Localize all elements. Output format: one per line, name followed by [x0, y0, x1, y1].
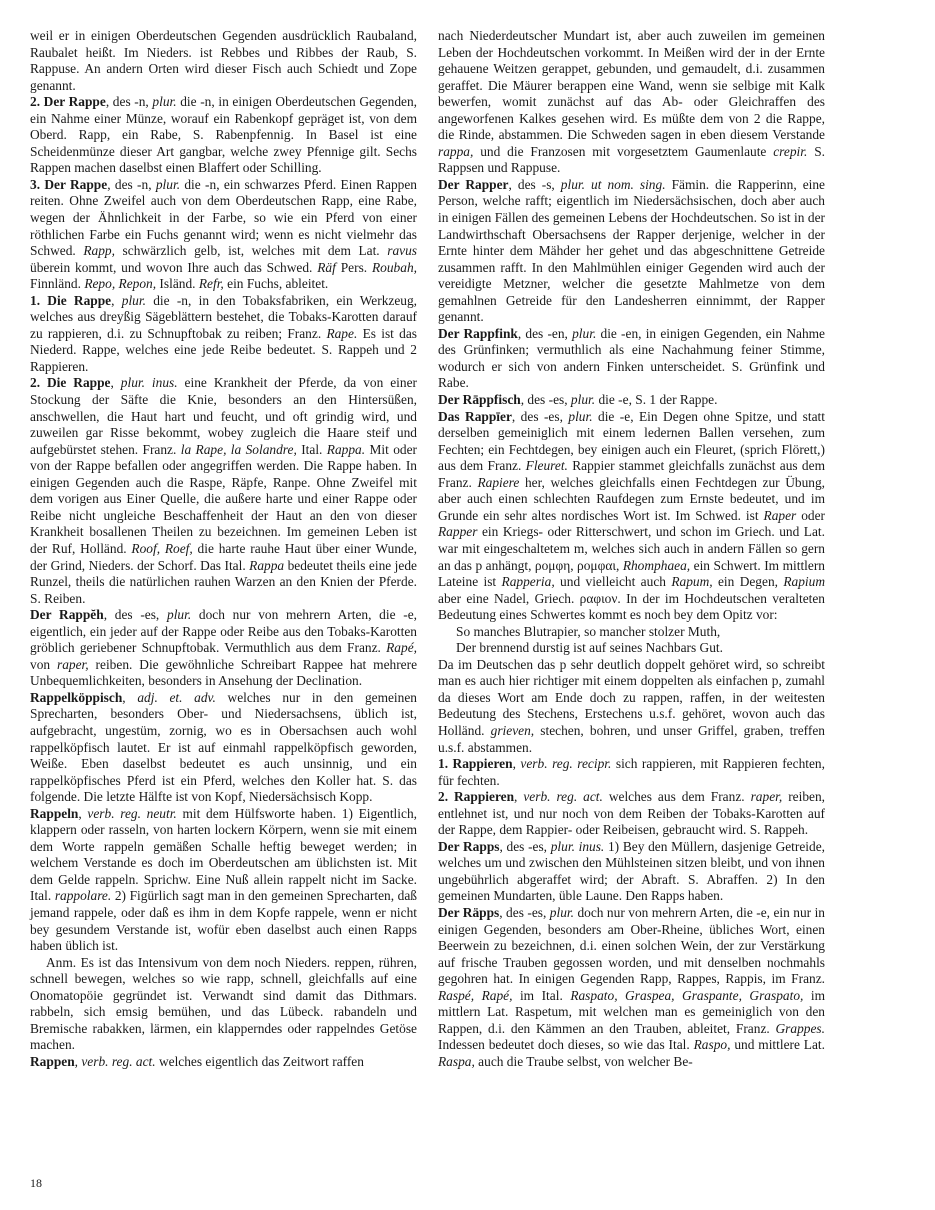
headword: 2. Die Rappe [30, 375, 111, 391]
entry-rappe-3-pferd: 3. Der Rappe, des -n, plur. die -n, ein schwarzes Pferd. Einen Rappen reiten. Ohne Zweifel auch von dem Oberdeutschen Rapp, eine Rabe, wegen der Ähnlichkeit in der Farbe, so wie ein Pferd von einer röthlichen Farbe ein Fuchs genannt wird; wenn es nicht vielmehr das Schwed. Rapp, schwärzlich gelb, ist, welches mit dem Lat. ravus überein kommt, und wovon Ihre auch das Schwed. Räf Pers. Roubah, Finnländ. Repo, Repon, Isländ. Refr, ein Fuchs, ableitet. [30, 176, 418, 292]
headword: Der Räpps [438, 904, 500, 920]
entry-rappeln-anm: Anm. Es ist das Intensivum von dem noch Nieders. reppen, rühren, schnell bewegen, welches so wie rapp, schnell, gleichfalls auf eine Onomatopöie gegründet ist. Verwandt sind damit das Dithmars. rabbeln, sich emsig bemühen, und das Lübeck. rabandeln und Bremische rabakken, lärmen, ein klapperndes oder rappelndes Getöse machen. [30, 954, 417, 1053]
entry-rapper: Der Rapper, des -s, plur. ut nom. sing. Fämin. die Rapperinn, eine Person, welche rafft; eigentlich im Niedersächsischen, doch aber auch in einigen Fällen des gemeinen Lebens der Hochdeutschen. So ist in der Landwirthschaft Obersachsens der Rapper derjenige, welcher in der Ernte hinter dem Mähder her gehet und das abgeschnittene Getreide zusammen rafft. In den Mahlmühlen einiger Gegenden wird auch der vereidigte Metzner, welcher die gesetzte Mahlmetze von dem gemahlnen Getreide für den Landesherren einnimmt, der Rapper genannt. [438, 176, 825, 325]
headword: Rappeln [30, 805, 79, 821]
verse-line: So manches Blutrapier, so mancher stolzer Muth, [456, 623, 721, 639]
entry-rappfisch: Der Rāppfisch, des -es, plur. die -e, S. 1 der Rappe. [438, 392, 718, 408]
headword: Der Rappĕh [30, 607, 104, 623]
headword: 1. Rappieren [438, 756, 513, 772]
entry-rappier: Das Rappīer, des -es, plur. die -e, Ein Degen ohne Spitze, und statt derselben gemeiniglich mit einem ledernen Ballen versehen, zum Fechten; ein Fechtdegen, bey einigen auch ein Fleuret, (sprich Flörett,) aus dem Franz. Fleuret. Rappier stammet gleichfalls zunächst aus dem Franz. Rapiere her, welches gleichfalls einen Fechtdegen zur Übung, aber auch einen schlechten Raufdegen zum Ernste bedeutet, und im Grunde ein sehr altes nordisches Wort ist. Im Schwed. ist Raper oder Rapper ein Kriegs- oder Ritterschwert, und schon im Griech. und Lat. war mit eingeschaltetem m, welches sich auch in andern Fällen so gern an das p anhängt, ρομφη, ρομφαι, Rhomphaea, ein Schwert. Im mittlern Lateine ist Rapperia, und vielleicht auch Rapum, ein Degen, Rapium aber eine Nadel, Griech. ραφιον. In der im Hochdeutschen veralteten Bedeutung eines Schwertes kommt es noch bey dem Opitz vor: [438, 408, 826, 623]
entry-rapps: Der Rapps, des -es, plur. inus. 1) Bey den Müllern, dasjenige Getreide, welches um und zwischen den Mühlsteinen sitzen bleibt, und von ihnen ungebührlich abgeraffet wird; der Abraft. S. Abraffen. 2) In den gemeinen Mundarten, üble Laune. Den Rapps haben. [438, 838, 826, 904]
headword: Der Rāppfisch [438, 392, 521, 408]
dictionary-page [30, 28, 905, 1178]
entry-rappier-continued: Da im Deutschen das p sehr deutlich doppelt gehöret wird, so schreibt man es auch hier richtiger mit einem doppelten als einfachen p, zumahl da dieses Wort am Ende doch zu rappen, raffen, in der weitesten Bedeutung des Stechens, Erstechens u.s.f. gehöret, wovon auch das Holländ. grieven, stechen, bohren, und unser Griffel, graben, treffen u.s.f. abstammen. [438, 656, 826, 755]
entry-rappieren-1: 1. Rappieren, verb. reg. recipr. sich rappieren, mit Rappieren fechten, für fechten. [438, 756, 825, 788]
entry-die-rappe-2: 2. Die Rappe, plur. inus. eine Krankheit der Pferde, da von einer Stockung der Säfte die Knie, besonders an den Hintersüßen, anschwellen, die Haut hart und feucht, und oft grindig wird, und zuweilen gar Risse bekommt, wobey zugleich die Haare steif und aufgebürstet stehen. Franz. la Rape, la Solandre, Ital. Rappa. Mit oder von der Rappe befallen oder angegriffen werden. Die Rappe haben. In einigen Gegenden auch die Raspe, Räpfe, Ranpe. Ohne Zweifel mit dem vorigen aus Einer Quelle, die außere harte und einer Rappe oder Reibe nicht ungleiche Beschaffenheit der Haut an den von dieser Krankheit bosallenen Theilen zu bezeichnen. Im gemeinen Leben ist der Ruf, Holländ. Roof, Roef, die harte rauhe Haut über einer Wunde, der Grind, Nieders. der Schorf. Das Ital. Rappa bedeutet theils eine jede Runzel, theils die natürlichen rauhen Warzen an den Knien der Pferde. S. Reiben. [30, 375, 418, 606]
headword: 2. Der Rappe [30, 94, 106, 110]
headword: Das Rappīer [438, 408, 512, 424]
entry-continuation: weil er in einigen Oberdeutschen Gegenden ausdrücklich Raubaland, Raubalet heißt. Im Nieders. ist Rebbes und Ribbes der Raub, S. Rappuse. An andern Orten wird dieser Fisch auch Schiedt und Zope genannt. [30, 28, 417, 93]
headword: Der Rapps [438, 838, 500, 854]
entry-rappeln: Rappeln, verb. reg. neutr. mit dem Hülfsworte haben. 1) Eigentlich, klappern oder rasseln, von harten lockern Körpern, wenn sie mit einem dem Worte rappeln gemäßen Schalle heftig beweget werden; in welchem Verstande es doch im Oberdeutschen am üblichsten ist. Mit dem Gelde rappeln. Sprichw. Eine Nuß allein rappelt nicht im Sacke. Ital. rappolare. 2) Figürlich sagt man in den gemeinen Sprecharten, daß jemand rappele, oder daß es ihm in dem Kopfe rappele, wenn er nicht bey gesundem Verstande ist, wofür eben daselbst auch einen Rapps haben üblich ist. [30, 805, 418, 954]
entry-rappfink: Der Rappfink, des -en, plur. die -en, in einigen Gegenden, ein Nahme des Grünfinken; vermuthlich als eine Nachahmung feiner Stimme, wodurch er sich von andern Finken unterscheidet. S. Grünfink und Rabe. [438, 325, 825, 391]
entry-rappeh: Der Rappĕh, des -es, plur. doch nur von mehrern Arten, die -e, eigentlich, ein jeder auf der Rappe oder Reibe aus den Tobaks-Karotten gröblich geriebener Schnupftobak. Vermuthlich aus dem Franz. Rapé, von raper, reiben. Die gewöhnliche Schreibart Rappee hat mehrere Unbequemlichkeiten, besonders in Ansehung der Declination. [30, 607, 418, 689]
entry-rappieren-2: 2. Rappieren, verb. reg. act. welches aus dem Franz. raper, reiben, entlehnet ist, und nur noch von dem Reiben der Tobaks-Karotten auf der Rappe, dem Rappier- oder Reibeisen, gebraucht wird. S. Rappeh. [438, 789, 825, 838]
entry-die-rappe-1: 1. Die Rappe, plur. die -n, in den Tobaksfabriken, ein Werkzeug, welches aus dreyßig Sägeblättern bestehet, die Tobaks-Karotten darauf zu rappieren, d.i. zu Schnupftobak zu reiben; Franz. Rape. Es ist das Niederd. Rappe, welches eine jede Reibe bedeutet. S. Rappeh und 2 Rappieren. [30, 292, 418, 374]
headword: Der Rappfink [438, 325, 518, 341]
verse-line: Der brennend durstig ist auf seines Nachbars Gut. [456, 640, 723, 656]
entry-rappe-2-muenze: 2. Der Rappe, des -n, plur. die -n, in einigen Oberdeutschen Gegenden, ein Nahme einer Münze, worauf ein Rabenkopf gepräget ist, von dem Oberd. Rapp, ein Rabe, S. Rabenpfennig. In Basel ist eine Scheidenmünze dieser Art gangbar, welche zwey Pfennige gilt. Sechs Rappen machen daselbst einen Blaffert oder Schilling. [30, 94, 418, 176]
entry-rappen: Rappen, verb. reg. act. welches eigentlich das Zeitwort raffen [30, 1053, 364, 1069]
entry-rappelkoeppisch: Rappelköppisch, adj. et. adv. welches nur in den gemeinen Sprecharten, besonders Ober- und Niedersachsens, üblich ist, aufgebracht, ungestüm, zornig, wo es in Obersachsen auch wohl rappelköpfisch lautet. Er ist auf einmahl rappelköpfisch geworden, Weiße. Eben daselbst bedeutet es auch unsinnig, und ein rappelköpfisches Pferd ist ein Pferd, welches den Koller hat. S. das folgende. Die letzte Hälfte ist von Kopf, Niedersächsisch Kopp. [30, 689, 417, 805]
headword: 1. Die Rappe [30, 292, 112, 308]
headword: 3. Der Rappe [30, 176, 108, 192]
entry-rappen-continued: nach Niederdeutscher Mundart ist, aber auch zuweilen im gemeinen Leben der Hochdeutschen vorkommt. In Meißen wird der in der Ernte gehauene Weitzen gerappet, gebunden, und gemaudelt, d.i. zusammen geraffet. Die Mäurer berappen eine Wand, wenn sie selbige mit Kalk bewerfen, womit zunächst auf das Ab- oder Gleichraffen des angeworfenen Kalkes gesehen wird. Es müßte dem von 2 die Rappe, die Rinde, abstammen. Die Schweden sagen in eben diesem Verstande rappa, und die Franzosen mit vorgesetztem Gaumenlaute crepir. S. Rappsen und Rappuse. [438, 28, 825, 176]
headword: Rappen [30, 1053, 75, 1069]
headword: 2. Rappieren [438, 789, 515, 805]
left-column [30, 28, 417, 1070]
headword: Rappelköppisch [30, 689, 123, 705]
right-column [438, 28, 825, 1070]
page-number: 18 [30, 1176, 42, 1190]
entry-raepps: Der Räpps, des -es, plur. doch nur von mehrern Arten, die -e, ein nur in einigen Gegenden, besonders am Ober-Rheine, übliches Wort, einen Beerwein zu bezeichnen, d.i. einen solchen Wein, der zur Verstärkung auf frische Trauben gegossen worden, und mit denselben nochmahls gegohren hat. In einigen Gegenden Rapp, Rappes, Rappis, im Franz. Raspé, Rapé, im Ital. Raspato, Graspea, Graspante, Graspato, im mittlern Lat. Raspetum, mit welchen man es gemeiniglich von den Rappen, d.i. den Kämmen an den Trauben, ableitet, Franz. Grappes. Indessen bedeutet doch dieses, so wie das Ital. Raspo, und mittlere Lat. Raspa, auch die Traube selbst, von welcher Be- [438, 904, 826, 1069]
headword: Der Rapper [438, 176, 509, 192]
